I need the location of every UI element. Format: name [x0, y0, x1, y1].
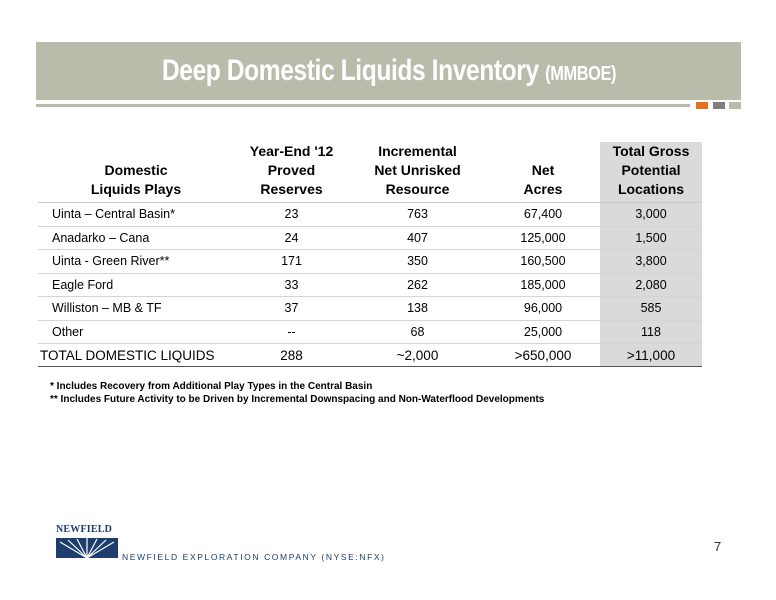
- liquids-inventory-table: [38, 142, 702, 367]
- table-row: [38, 203, 702, 227]
- logo-emblem: [56, 538, 118, 562]
- cell-locations: 118: [600, 320, 702, 344]
- header-acres: Net Acres: [486, 142, 600, 203]
- header-incremental: Incremental Net Unrisked Resource: [349, 142, 486, 203]
- header-locations: Total Gross Potential Locations: [600, 142, 702, 203]
- page-number: 7: [714, 539, 722, 554]
- total-proved: 288: [234, 344, 349, 367]
- slide-title: [161, 54, 615, 88]
- header-play: Domestic Liquids Plays: [38, 142, 234, 203]
- cell-proved: 37: [234, 297, 349, 321]
- table-header-row: [38, 142, 702, 203]
- slide-title-unit: (MMBOE): [544, 63, 616, 85]
- cell-incremental: 138: [349, 297, 486, 321]
- slide-title-main: Deep Domestic Liquids Inventory: [161, 54, 539, 87]
- total-locations: >11,000: [600, 344, 702, 367]
- cell-incremental: 262: [349, 273, 486, 297]
- cell-proved: --: [234, 320, 349, 344]
- cell-acres: 96,000: [486, 297, 600, 321]
- cell-acres: 67,400: [486, 203, 600, 227]
- title-rule: [36, 104, 690, 107]
- cell-locations: 3,800: [600, 250, 702, 274]
- cell-incremental: 350: [349, 250, 486, 274]
- cell-proved: 171: [234, 250, 349, 274]
- cell-proved: 23: [234, 203, 349, 227]
- cell-play: Anadarko – Cana: [38, 226, 234, 250]
- accent-square-light: [729, 102, 741, 109]
- cell-incremental: 763: [349, 203, 486, 227]
- cell-acres: 185,000: [486, 273, 600, 297]
- cell-acres: 125,000: [486, 226, 600, 250]
- cell-play: Uinta - Green River**: [38, 250, 234, 274]
- cell-acres: 25,000: [486, 320, 600, 344]
- title-banner: [36, 42, 741, 100]
- cell-play: Uinta – Central Basin*: [38, 203, 234, 227]
- accent-square-gray: [713, 102, 725, 109]
- cell-acres: 160,500: [486, 250, 600, 274]
- table-row: [38, 226, 702, 250]
- cell-locations: 3,000: [600, 203, 702, 227]
- cell-incremental: 407: [349, 226, 486, 250]
- logo-wordmark: NEWFIELD: [56, 524, 113, 535]
- footnote-2: ** Includes Future Activity to be Driven by Incremental Downspacing and Non-Waterflood Developments: [50, 394, 545, 405]
- company-name: NEWFIELD EXPLORATION COMPANY (NYSE:NFX): [122, 552, 386, 562]
- cell-proved: 24: [234, 226, 349, 250]
- accent-square-orange: [696, 102, 708, 109]
- table-row: [38, 250, 702, 274]
- cell-locations: 585: [600, 297, 702, 321]
- cell-play: Other: [38, 320, 234, 344]
- total-play: TOTAL DOMESTIC LIQUIDS: [38, 344, 234, 367]
- total-acres: >650,000: [486, 344, 600, 367]
- cell-incremental: 68: [349, 320, 486, 344]
- cell-locations: 2,080: [600, 273, 702, 297]
- table-row: [38, 297, 702, 321]
- cell-proved: 33: [234, 273, 349, 297]
- footnote-1: * Includes Recovery from Additional Play Types in the Central Basin: [50, 381, 373, 392]
- newfield-logo: [56, 524, 118, 564]
- table-total-row: [38, 344, 702, 367]
- cell-play: Eagle Ford: [38, 273, 234, 297]
- total-incremental: ~2,000: [349, 344, 486, 367]
- table-row: [38, 320, 702, 344]
- table-row: [38, 273, 702, 297]
- cell-locations: 1,500: [600, 226, 702, 250]
- header-proved: Year-End '12 Proved Reserves: [234, 142, 349, 203]
- sunburst-icon: [56, 538, 118, 562]
- cell-play: Williston – MB & TF: [38, 297, 234, 321]
